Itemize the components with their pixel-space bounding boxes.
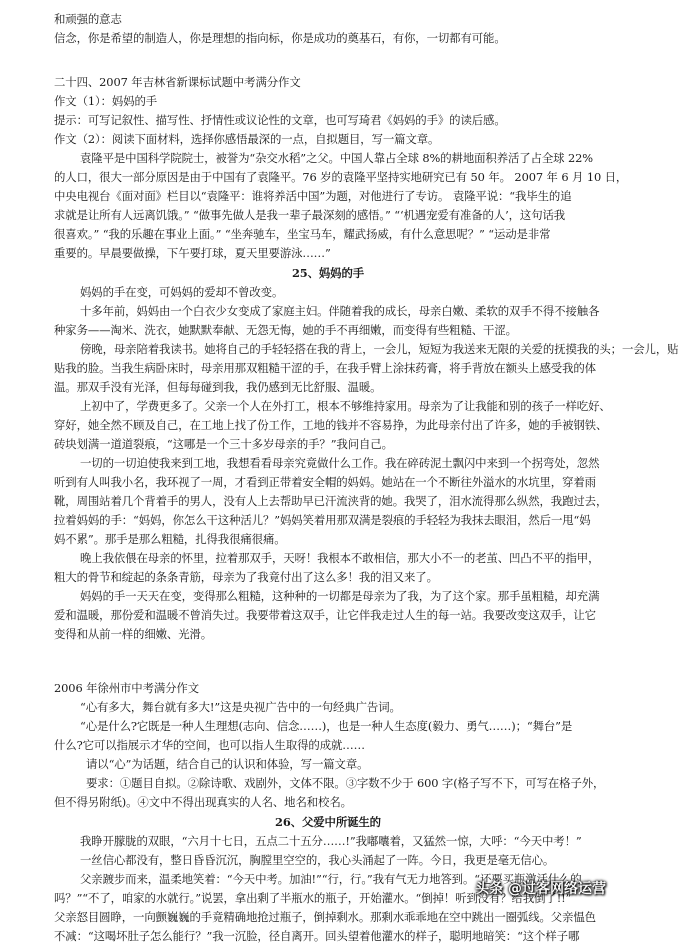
text-line: 什么?它可以指展示才华的空间，也可以指人生取得的成就…… (54, 738, 365, 752)
text-line: 变得和从前一样的细嫩、光滑。 (54, 627, 213, 641)
text-line: 很喜欢。” “我的乐趣在事业上面。” “坐奔驰车，坐宝马车，耀武扬威，有什么意思呢？” “运动是非常 (54, 227, 551, 241)
text-line: 十多年前，妈妈由一个白衣少女变成了家庭主妇。伴随着我的成长，母亲白嫩、柔软的双手不得不接触各 (80, 304, 600, 318)
text-line: 砖块划满一道道裂痕，“这哪是一个三十多岁母亲的手？”我问自己。 (54, 437, 393, 451)
text-line: 提示：可写记叙性、描写性、抒情性或议论性的文章，也可写琦君《妈妈的手》的读后感。 (54, 113, 506, 127)
text-line: 袁隆平是中国科学院院士，被誉为“杂交水稻”之父。中国人靠占全球 8%的耕地面积养活了占全球 22% (80, 151, 594, 165)
text-line: 作文（1）：妈妈的手 (54, 94, 158, 108)
text-line: 一切的一切迫使我来到工地，我想看看母亲究竟做什么工作。我在碎砖泥土飘闪中来到一个拐弯处，忽然 (80, 456, 600, 470)
text-line: 种家务——淘米、洗衣，她默默奉献、无怨无悔，她的手不再细嫩，而变得有些粗糙、干涩。 (54, 323, 517, 337)
text-line: 要求：①题目自拟。②除诗歌、戏剧外，文体不限。③字数不少于 600 字(格子写不下，可写在格子外， (86, 776, 605, 790)
text-line: 重要的。早晨要做操，下午要打球，夏天里要游泳……” (54, 246, 331, 260)
text-line: 一丝信心都没有，整日昏昏沉沉，胸膛里空空的，我心头涌起了一阵。今日，我更是毫无信心。 (80, 853, 555, 867)
section-heading: 25、妈妈的手 (291, 266, 365, 280)
text-line: 粗大的骨节和绽起的条条青筋，母亲为了我竟付出了这么多！我的泪又来了。 (54, 570, 438, 584)
text-line: 上初中了，学费更多了。父亲一个人在外打工，根本不够维持家用。母亲为了让我能和别的孩子一样吃好、 (80, 399, 611, 413)
text-line: 妈不累”。那手是那么粗糙，扎得我很痛很痛。 (54, 532, 286, 546)
text-line: 父亲踱步而来，温柔地笑着：“今天中考。加油!”“行，行。”我有气无力地答到。“还要买瓶激活什么的 (80, 872, 582, 886)
text-line: 作文（2）：阅读下面材料，选择你感悟最深的一点，自拟题目，写一篇文章。 (54, 132, 440, 146)
text-line: “心是什么?它既是一种人生理想(志向、信念……)，也是一种人生态度(毅力、勇气……)；“舞台”是 (80, 719, 573, 733)
text-line: “心有多大，舞台就有多大!”这是央视广告中的一句经典广告词。 (80, 700, 401, 714)
text-line: 二十四、2007 年吉林省新课标试题中考满分作文 (54, 75, 301, 89)
text-line: 但不得另附纸)。④文中不得出现真实的人名、地名和校名。 (54, 795, 352, 809)
text-line: 拉着妈妈的手：“妈妈，你怎么干这种活儿？”妈妈笑着用那双满是裂痕的手轻轻为我抹去眼泪，然后一甩“妈 (54, 513, 591, 527)
text-line: 妈妈的手在变，可妈妈的爱却不曾改变。 (80, 285, 284, 299)
text-line: 2006 年徐州市中考满分作文 (54, 681, 200, 695)
watermark: 头条 @过客网络运营 (475, 880, 606, 897)
text-line: 中央电视台《面对面》栏目以“袁隆平：谁将养活中国”为题，对他进行了专访。 袁隆平说：“我毕生的追 (54, 189, 572, 203)
text-line: 求就是让所有人远离饥饿。” “做事先做人是我一辈子最深刻的感悟。” “‘机遇宠爱有准备的人’，这句话我 (54, 208, 566, 222)
text-line: 吗？”“不了，咱家的水就行。”说罢，拿出剩了半瓶水的瓶子，开始灌水。“倒掉！听到没有？给我倒了!!” (54, 891, 572, 905)
text-line: 信念，你是希望的制造人，你是理想的指向标，你是成功的奠基石，有你，一切都有可能。 (54, 31, 506, 45)
text-line: 穿好，她全然不顾及自己，在工地上找了份工作，工地的钱并不容易挣，为此母亲付出了许多，她的手被钢铁、 (54, 418, 608, 432)
text-line: 温。那双手没有光泽，但每每碰到我，我仍感到无比舒服、温暖。 (54, 380, 382, 394)
text-line: 爱和温暖，那份爱和温暖不曾消失过。我要带着这双手，让它伴我走过人生的每一站。我要改变这双手，让它 (54, 608, 596, 622)
text-line: 贴我的脸。当我生病卧床时，母亲用那双粗糙干涩的手，在我手臂上涂抹药膏，将手背放在额头上感受我的体 (54, 361, 596, 375)
text-line: 不减：“这喝坏肚子怎么能行？”我一沉脸，径自离开。回头望着他灌水的样子，聪明地暗笑：“这个样子哪 (54, 929, 580, 943)
text-line: 父亲怒目圆睁，一向颤巍巍的手竟精确地抢过瓶子，倒掉剩水。那剩水乖乖地在空中跳出一圈弧线。父亲愠色 (54, 910, 596, 924)
text-line: 晚上我依偎在母亲的怀里，拉着那双手，天呀！我根本不敢相信，那大小不一的老茧、凹凸不平的指甲， (80, 551, 600, 565)
text-line: 请以“心”为话题，结合自己的认识和体验，写一篇文章。 (86, 757, 369, 771)
text-line: 听到有人叫我小名，我环视了一周，才看到正带着安全帽的妈妈。她站在一个不断往外溢水的水坑里，穿着雨 (54, 475, 596, 489)
text-line: 我睁开朦胧的双眼，“六月十七日，五点二十五分……!”我嘟囔着，又猛然一惊，大呼：“今天中考！” (80, 834, 582, 848)
text-line: 傍晚，母亲陪着我读书。她将自己的手轻轻搭在我的背上，一会儿，短短为我送来无限的关爱的抚摸我的头；一会儿，贴 (80, 342, 678, 356)
text-line: 的人口，很大一部分原因是由于中国有了袁隆平。76 岁的袁隆平坚持实地研究已有 50 年。 2007 年 6 月 10 日， (54, 170, 628, 184)
text-line: 和顽强的意志 (54, 12, 122, 26)
section-heading: 26、父爱中所诞生的 (275, 815, 381, 829)
text-line: 靴，周围站着几个背着手的男人，没有人上去帮助早已汗流浃背的她。我哭了，泪水流得那么纵然，我跑过去， (54, 494, 608, 508)
text-line: 妈妈的手一天天在变，变得那么粗糙，这种种的一切都是母亲为了我，为了这个家。那手虽粗糙，却充满 (80, 589, 600, 603)
